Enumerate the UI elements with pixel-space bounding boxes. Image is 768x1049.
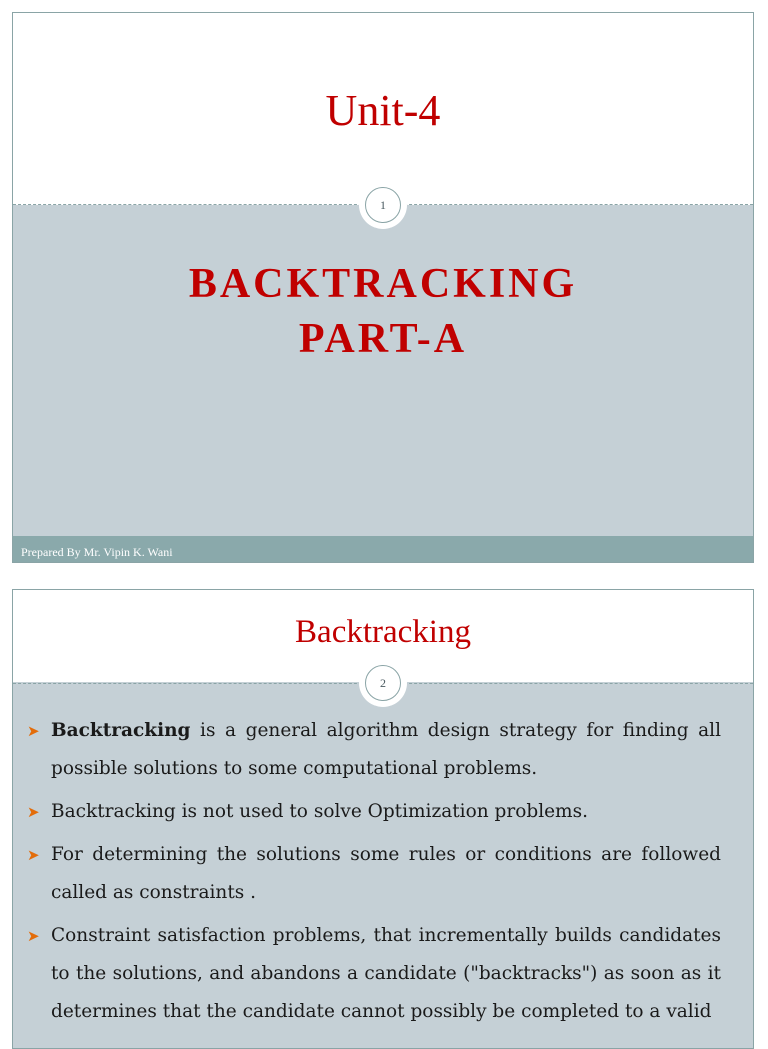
arrow-bullet-icon: ➤ (27, 722, 40, 740)
bullet-item (27, 917, 721, 1031)
slide-1 (12, 12, 754, 563)
subtitle-line-1: BACKTRACKING (188, 261, 578, 307)
bullet-text: Constraint satisfaction problems, that incrementally builds candidates to the solutions, and abandons a candidate ("backtracks") as soon as it determines that the candidate cannot possibly be completed to a valid (51, 925, 721, 1022)
bullet-text: Backtracking is not used to solve Optimization problems. (51, 801, 588, 822)
page-number: 2 (365, 665, 401, 701)
bullet-text: For determining the solutions some rules or conditions are followed called as constraints . (51, 844, 721, 903)
page-number-badge (359, 659, 407, 707)
bullet-item (27, 836, 721, 912)
slide-2 (12, 589, 754, 1049)
slide-subtitle (13, 257, 753, 367)
bullet-list (27, 712, 721, 1036)
bullet-text: is a general algorithm design strategy for finding all possible solutions to some computational problems. (51, 720, 721, 779)
title-band (13, 13, 753, 205)
slide-title: Backtracking (295, 614, 471, 650)
slide-title: Unit-4 (325, 86, 441, 135)
bullet-item (27, 712, 721, 788)
page-number: 1 (365, 187, 401, 223)
footer-bar (13, 536, 753, 562)
page-number-badge (359, 181, 407, 229)
arrow-bullet-icon: ➤ (27, 846, 40, 864)
subtitle-line-2: PART-A (298, 316, 468, 362)
footer-author: Prepared By Mr. Vipin K. Wani (21, 545, 173, 559)
arrow-bullet-icon: ➤ (27, 927, 40, 945)
bullet-bold-term: Backtracking (51, 720, 191, 741)
bullet-item (27, 793, 721, 831)
arrow-bullet-icon: ➤ (27, 803, 40, 821)
